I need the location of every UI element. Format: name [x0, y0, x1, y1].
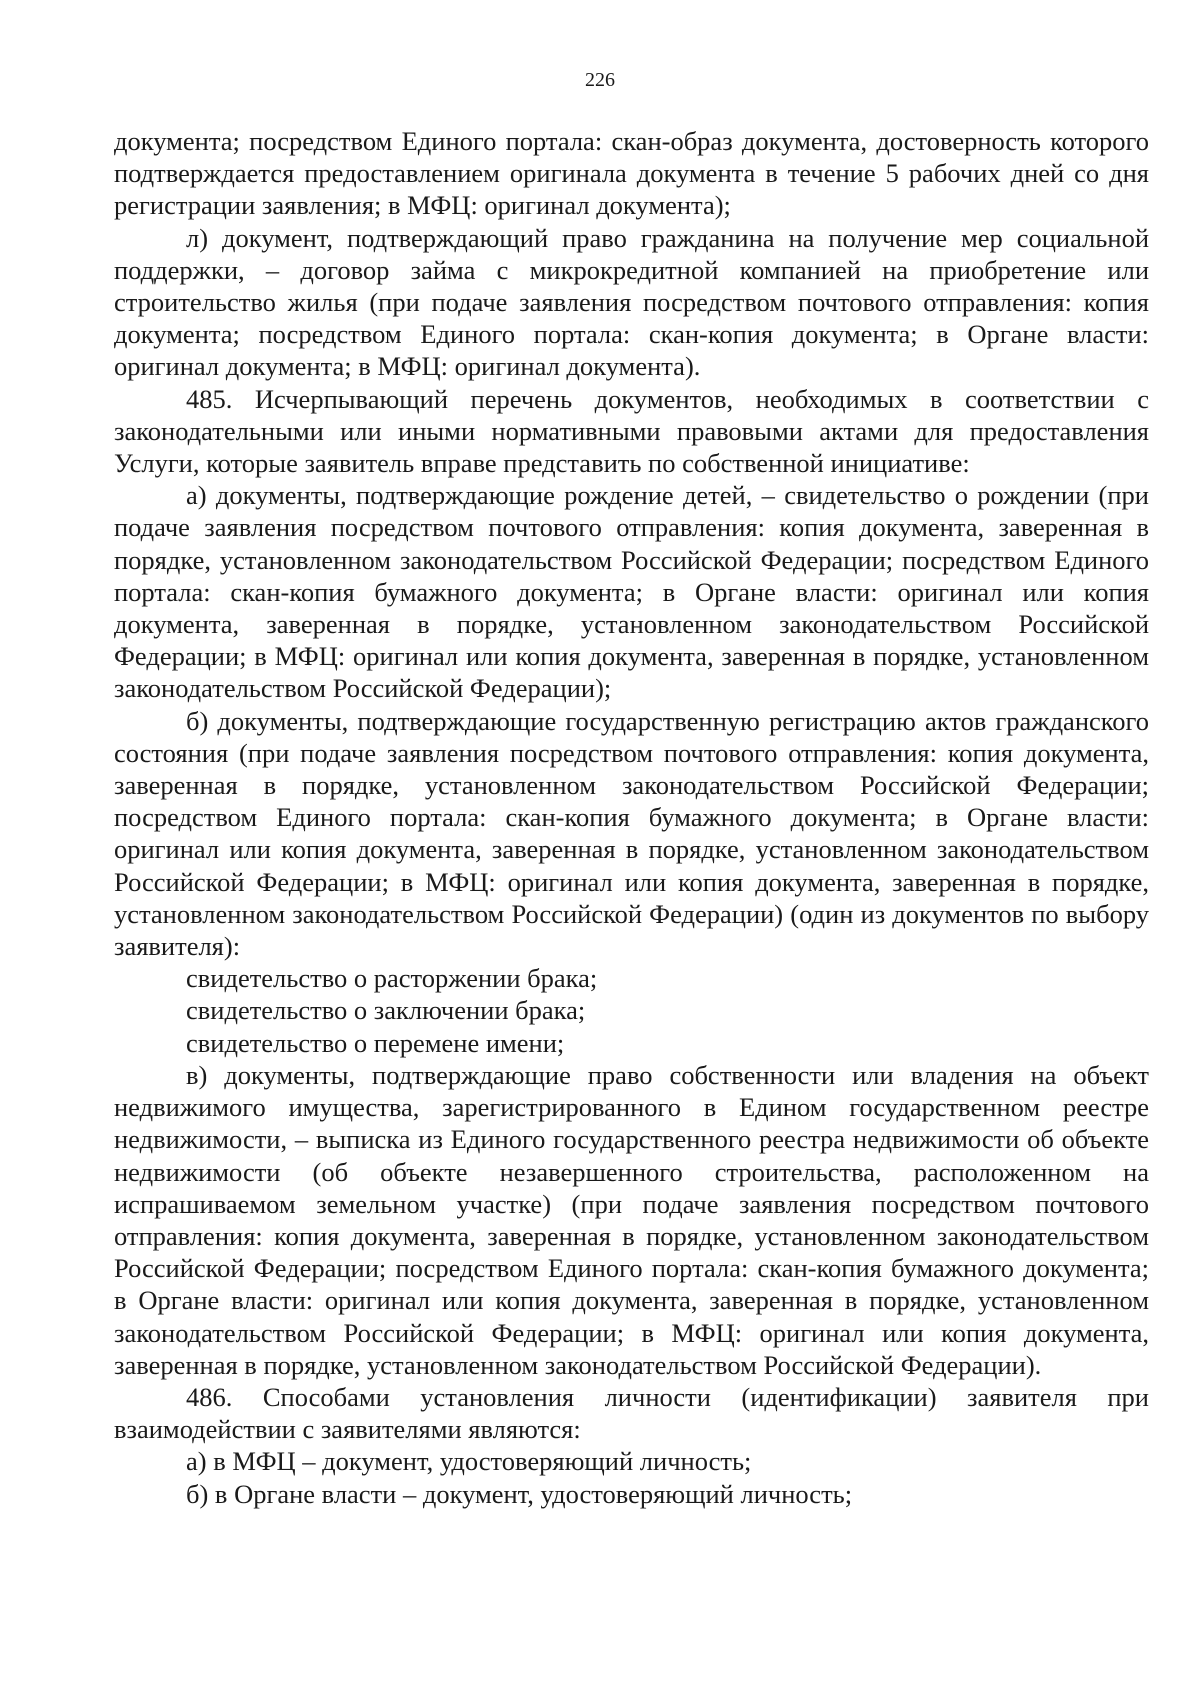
paragraph-486: 486. Способами установления личности (идентификации) заявителя при взаимодействии с заявителями являются:: [114, 1381, 1149, 1445]
list-item-divorce-certificate: свидетельство о расторжении брака;: [186, 963, 598, 994]
paragraph-continuation-k: документа; посредством Единого портала: скан-образ документа, достоверность которого подтверждается предоставлением оригинала документа в течение 5 рабочих дней со дня регистрации заявления; в МФЦ: оригинал документа);: [114, 126, 1149, 221]
paragraph-item-l: л) документ, подтверждающий право гражданина на получение мер социальной поддержки, – договор займа с микрокредитной компанией на приобретение или строительство жилья (при подаче заявления посредством почтового отправления: копия документа; посредством Единого портала: скан-копия документа; в Органе власти: оригинал документа; в МФЦ: оригинал документа).: [114, 222, 1149, 382]
paragraph-485-b: б) документы, подтверждающие государственную регистрацию актов гражданского состояния (при подаче заявления посредством почтового отправления: копия документа, заверенная в порядке, установленном законодательством Российской Федерации; посредством Единого портала: скан-копия бумажного документа; в Органе власти: оригинал или копия документа, заверенная в порядке, установленном законодательством Российской Федерации; в МФЦ: оригинал или копия документа, заверенная в порядке, установленном законодательством Российской Федерации) (один из документов по выбору заявителя):: [114, 705, 1149, 962]
list-item-486-a: а) в МФЦ – документ, удостоверяющий личность;: [186, 1446, 752, 1477]
list-item-name-change-certificate: свидетельство о перемене имени;: [186, 1027, 565, 1058]
document-body: [114, 125, 1149, 1510]
paragraph-485-v: в) документы, подтверждающие право собственности или владения на объект недвижимого имущества, зарегистрированного в Едином государственном реестре недвижимости, – выписка из Единого государственного реестра недвижимости об объекте недвижимости (об объекте незавершенного строительства, расположенном на испрашиваемом земельном участке) (при подаче заявления посредством почтового отправления: копия документа, заверенная в порядке, установленном законодательством Российской Федерации; посредством Единого портала: скан-копия бумажного документа; в Органе власти: оригинал или копия документа, заверенная в порядке, установленном законодательством Российской Федерации; в МФЦ: оригинал или копия документа, заверенная в порядке, установленном законодательством Российской Федерации).: [114, 1059, 1149, 1380]
list-item-marriage-certificate: свидетельство о заключении брака;: [186, 995, 586, 1026]
list-item-486-b: б) в Органе власти – документ, удостоверяющий личность;: [186, 1478, 853, 1509]
page-number: 226: [585, 69, 615, 91]
paragraph-485: 485. Исчерпывающий перечень документов, необходимых в соответствии с законодательными или иными нормативными правовыми актами для предоставления Услуги, которые заявитель вправе представить по собственной инициативе:: [114, 383, 1149, 479]
paragraph-485-a: а) документы, подтверждающие рождение детей, – свидетельство о рождении (при подаче заявления посредством почтового отправления: копия документа, заверенная в порядке, установленном законодательством Российской Федерации; посредством Единого портала: скан-копия бумажного документа; в Органе власти: оригинал или копия документа, заверенная в порядке, установленном законодательством Российской Федерации; в МФЦ: оригинал или копия документа, заверенная в порядке, установленном законодательством Российской Федерации);: [114, 480, 1149, 704]
